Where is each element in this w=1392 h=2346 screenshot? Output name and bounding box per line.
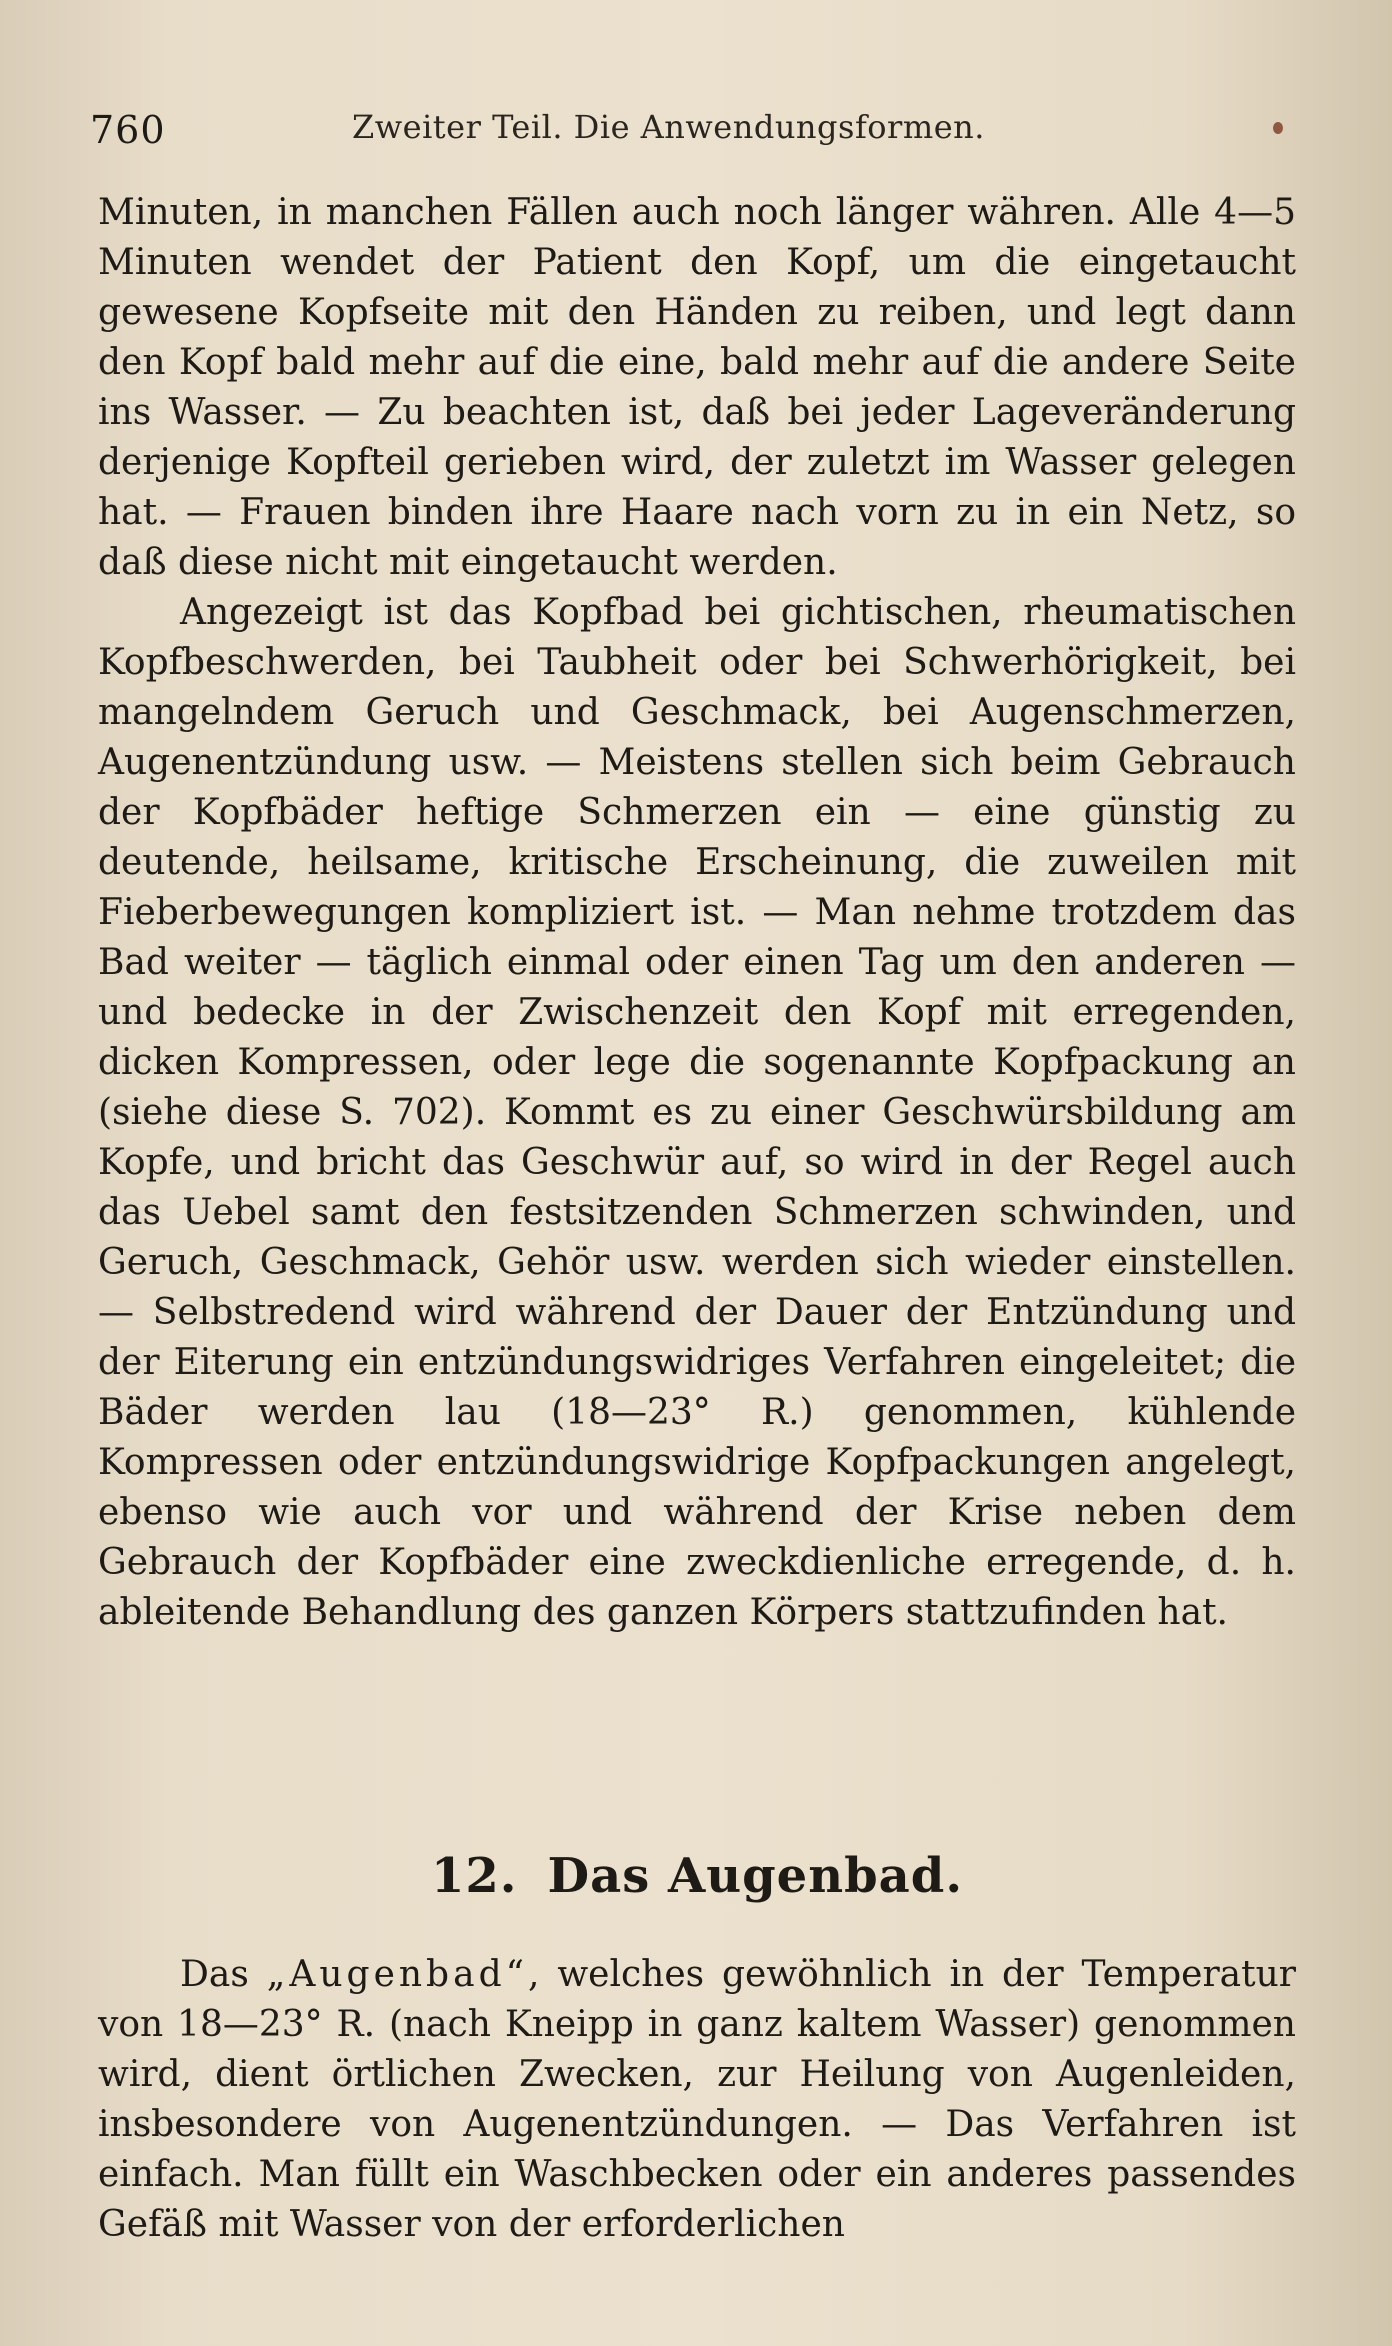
section-spaced-term: „Augenbad“	[266, 1954, 529, 1995]
section-text-start: Das	[180, 1954, 267, 1995]
paragraph-continued: Minuten, in manchen Fällen auch noch länger währen. Alle 4—5 Minuten wendet der Patient den Kopf, um die eingetaucht gewesene Kopfseite mit den Händen zu reiben, und legt dann den Kopf bald mehr auf die eine, bald mehr auf die andere Seite ins Wasser. — Zu beachten ist, daß bei jeder Lageveränderung derjenige Kopfteil gerieben wird, der zuletzt im Wasser gelegen hat. — Frauen binden ihre Haare nach vorn zu in ein Netz, so daß diese nicht mit eingetaucht werden.	[98, 192, 1296, 583]
section-number: 12.	[430, 1848, 518, 1904]
section-title: Das Augenbad.	[547, 1848, 964, 1904]
running-head	[90, 100, 1290, 150]
running-title: Zweiter Teil. Die Anwendungsformen.	[352, 108, 985, 146]
paragraph-indications: Angezeigt ist das Kopfbad bei gichtischen, rheumatischen Kopfbeschwerden, bei Taubheit oder bei Schwerhörigkeit, bei mangelndem Geruch und Geschmack, bei Augenschmerzen, Augenentzündung usw. — Meistens stellen sich beim Gebrauch der Kopfbäder heftige Schmerzen ein — eine günstig zu deutende, heilsame, kritische Erscheinung, die zuweilen mit Fieberbewegungen kompliziert ist. — Man nehme trotzdem das Bad weiter — täglich einmal oder einen Tag um den anderen — und bedecke in der Zwischenzeit den Kopf mit erregenden, dicken Kompressen, oder lege die sogenannte Kopfpackung an (siehe diese S. 702). Kommt es zu einer Geschwürsbildung am Kopfe, und bricht das Geschwür auf, so wird in der Regel auch das Uebel samt den festsitzenden Schmerzen schwinden, und Geruch, Geschmack, Gehör usw. werden sich wieder einstellen. — Selbstredend wird während der Dauer der Entzündung und der Eiterung ein entzündungswidriges Verfahren eingeleitet; die Bäder werden lau (18—23° R.) genommen, kühlende Kompressen oder entzündungswidrige Kopfpackungen angelegt, ebenso wie auch vor und während der Krise neben dem Gebrauch der Kopfbäder eine zweckdienliche erregende, d. h. ableitende Behandlung des ganzen Körpers stattzufinden hat.	[98, 592, 1296, 1633]
page-number: 760	[90, 108, 166, 152]
section-heading	[98, 1848, 1296, 1904]
ink-spot	[1273, 122, 1283, 134]
section-text-rest: , welches gewöhnlich in der Temperatur von 18—23° R. (nach Kneipp in ganz kaltem Wasser) genommen wird, dient örtlichen Zwecken, zur Heilung von Augenleiden, insbesondere von Augenentzündungen. — Das Verfahren ist einfach. Man füllt ein Waschbecken oder ein anderes passendes Gefäß mit Wasser von der erforderlichen	[98, 1954, 1296, 2245]
section-paragraph	[98, 1950, 1296, 2250]
section-text	[98, 1950, 1296, 2250]
body-text	[98, 188, 1296, 1638]
